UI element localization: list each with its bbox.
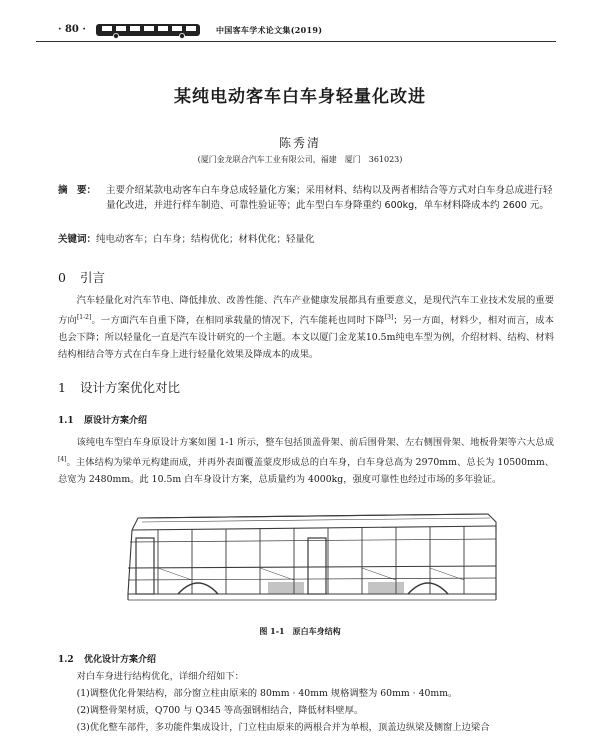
keywords-label: 关键词：	[58, 234, 97, 245]
abstract-text: 主要介绍某款电动客车白车身总成轻量化方案；采用材料、结构以及两者相结合等方式对白车身总成进行轻量化改进，并进行样车制造、可靠性验证等；此车型白车身降重约 600kg，单车材料降成本约 2600 元。	[106, 185, 553, 211]
abstract-label: 摘 要：	[58, 185, 97, 196]
abstract	[58, 183, 554, 213]
optimization-list	[58, 668, 554, 736]
section-heading-0: 0 引言	[58, 270, 106, 285]
subsection-heading-1-1: 1.1 原设计方案介绍	[58, 416, 148, 426]
author: 陈秀清	[278, 136, 321, 150]
page-number: · 80 ·	[58, 24, 86, 35]
bus-frame-figure	[118, 508, 502, 618]
keywords	[58, 231, 554, 245]
subsection-heading-1-2: 1.2 优化设计方案介绍	[58, 655, 157, 665]
original-design-paragraph: 该纯电车型白车身原设计方案如图 1-1 所示，整车包括顶盖骨架、前后围骨架、左右侧围骨架、地板骨架等六大总成[4]。主体结构为梁单元构建而成，并再外表面覆盖蒙皮形成总的白车身，白车身总高为 2970mm、总长为 10500mm、总宽为 2480mm。此 10.5m 白车身设计方案，总质量约为 4000kg，强度可靠性也经过市场的多年验证。	[58, 437, 554, 486]
list-item: (2)调整骨架材质，Q700 与 Q345 等高强钢相结合，降低材料壁厚。	[76, 705, 364, 716]
figure-caption: 图 1-1 原白车身结构	[259, 626, 341, 636]
list-item: (1)调整优化骨架结构，部分窗立柱由原来的 80mm · 40mm 规格调整为 60mm · 40mm。	[76, 688, 458, 699]
list-intro: 对白车身进行结构优化，详细介绍如下：	[76, 671, 244, 682]
running-header	[58, 20, 558, 42]
keywords-text: 纯电动客车；白车身；结构优化；材料优化；轻量化	[96, 234, 315, 245]
journal-title: 中国客车学术论文集(2019)	[216, 25, 323, 35]
intro-paragraph: 汽车轻量化对汽车节电、降低排放、改善性能、汽车产业健康发展都具有重要意义，是现代汽车工业技术发展的重要方向[1-2]。一方面汽车自重下降，在相同承载量的情况下，汽车能耗也同时下降[3]；另一方面，材料少，相对而言，成本也会下降；所以轻量化一直是汽车设计研究的一个主题。本文以厦门金龙某10.5m纯电车型为例，介绍材料、结构、材料结构相结合等方式在白车身上进行轻量化效果及降成本的成果。	[58, 295, 554, 361]
section-heading-1: 1 设计方案优化对比	[58, 380, 181, 395]
bus-logo-icon	[94, 23, 204, 39]
list-item: (3)优化整车部件，多功能件集成设计，门立柱由原来的两根合并为单根，顶盖边纵梁及侧窗上边梁合	[76, 722, 490, 733]
affiliation: (厦门金龙联合汽车工业有限公司，福建 厦门 361023)	[197, 155, 403, 164]
paper-title: 某纯电动客车白车身轻量化改进	[174, 87, 426, 107]
header-rule	[36, 41, 556, 42]
